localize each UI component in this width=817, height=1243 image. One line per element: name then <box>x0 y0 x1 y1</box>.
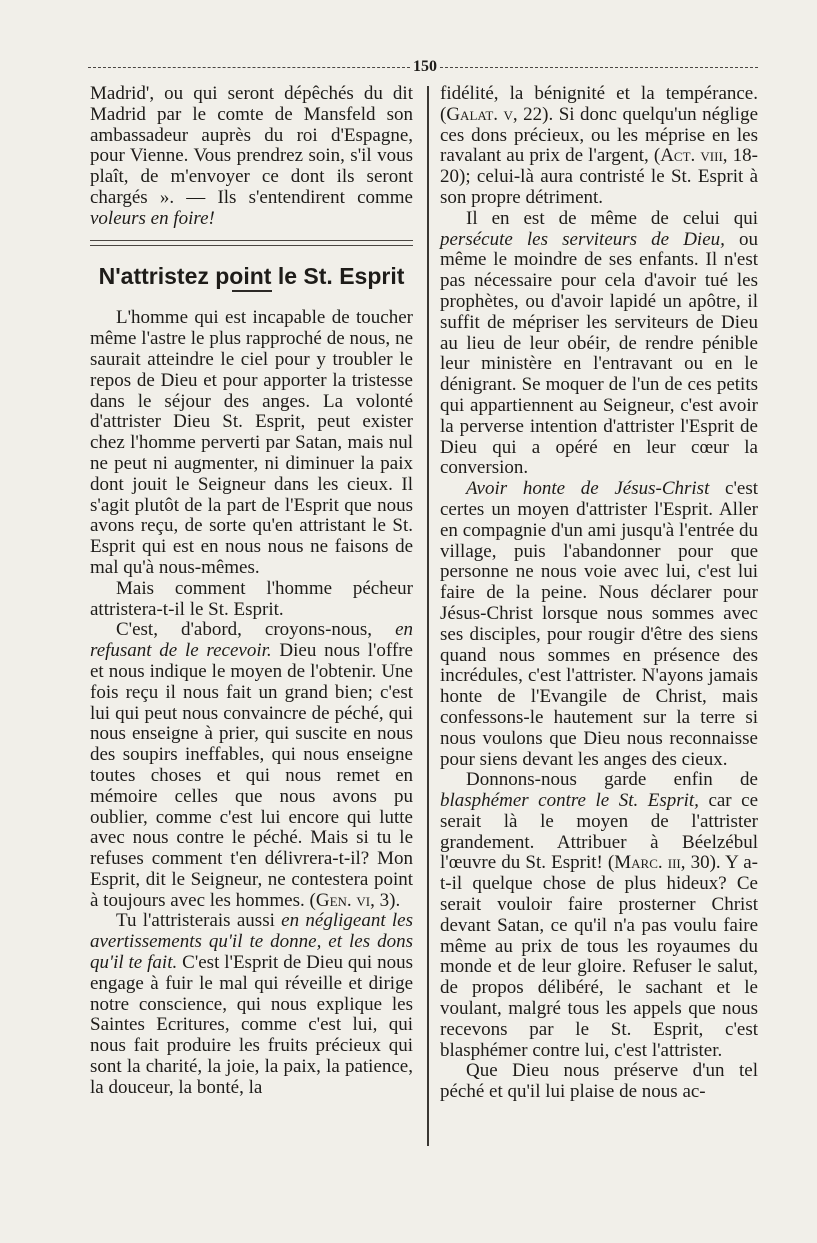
italic-text: blasphémer contre le St. Esprit, <box>440 790 699 812</box>
text-run: Dieu nous l'offre et nous indique le moyen de l'obtenir. Une fois reçu il nous fait un grand bien; c'est lui qui peut nous convaincre de péché, qui nous enseigne à prier, qui suscite en nous des soupirs ineffables, qui nous enseigne toutes choses et qui nous remet en mémoire celles que nous avons pu oublier, comme c'est lui encore qui lutte avec nous contre le péché. Mais si tu le refuses comment t'en délivrera-t-il? Mon Esprit, dit le Seigneur, ne contestera point à toujours avec les hommes. ( <box>90 640 413 911</box>
bible-reference: Gen. vi, 3 <box>315 889 390 911</box>
text-run: ). <box>389 889 401 911</box>
italic-text: persécute les serviteurs de Dieu, <box>440 228 725 250</box>
section-separator <box>90 240 413 246</box>
paragraph <box>440 479 758 770</box>
page-header <box>88 58 758 76</box>
text-run: ); celui-là aura contristé le St. Esprit à son propre détriment. <box>440 166 758 208</box>
header-dashed-rule-right <box>440 67 758 68</box>
text-run: Tu l'attristerais aussi <box>116 910 282 932</box>
title-underline <box>232 290 272 292</box>
text-run: ). Si donc quelqu'un néglige ces dons précieux, ou les méprise en les ravalant au prix de l'argent, ( <box>440 103 759 167</box>
bible-reference: Act. viii, 18-20 <box>440 145 758 188</box>
article-heading <box>90 262 413 293</box>
paragraph <box>440 770 758 1061</box>
paragraph <box>440 209 758 479</box>
header-dashed-rule-left <box>88 67 410 68</box>
text-run: Madrid', ou qui seront dépêchés du dit Madrid par le comte de Mansfeld son ambassadeur auprès du roi d'Espagne, pour Vienne. Vous prendrez soin, s'il vous plaît, de m'envoyer ce dont ils seront chargés ». — Ils s'entendirent comme <box>90 83 413 208</box>
column-divider <box>427 86 429 1146</box>
bible-reference: Marc. iii, 30 <box>614 852 710 874</box>
text-run: Il en est de même de celui qui <box>466 207 758 229</box>
text-run: ). Y a-t-il quelque chose de plus hideux? Ce serait vouloir faire prosterner Christ devant Satan, ce qu'il n'a pas voulu faire même au prix de tous les royaumes du monde et de leur gloire. Refuser le salut, de propos délibéré, le sachant et le voulant, malgré tous les appels que nous recevons par le St. Esprit, c'est blasphémer contre lui, c'est l'attrister. <box>440 852 758 1061</box>
text-run: Donnons-nous garde enfin de <box>466 769 758 791</box>
italic-text: Avoir honte de Jésus-Christ <box>466 478 710 500</box>
paragraph: L'homme qui est incapable de toucher même l'astre le plus rapproché de nous, ne saurait atteindre le ciel pour y troubler le repos de Dieu et pour apporter la tristesse dans le séjour des anges. La volonté d'attrister Dieu St. Esprit, peut exister chez l'homme perverti par Satan, mais nul ne peut ni augmenter, ni diminuer la paix dont jouit le Seigneur dans les cieux. Il s'agit plutôt de la part de l'Esprit que nous avons reçu, de sorte qu'en attristant le St. Esprit qui est en nous nous ne faisons de mal qu'à nous-mêmes. <box>90 307 413 578</box>
text-run: car ce serait là le moyen de l'attrister grandement. Attribuer à Béelzébul l'œuvre du St. Esprit! ( <box>440 790 758 874</box>
text-run: ou même le moindre de ses enfants. Il n'est pas nécessaire pour cela d'avoir tué les prophètes, ou d'avoir lapidé un apôtre, il suffit de mépriser les serviteurs de Dieu au lieu de leur obéir, de rendre pénible leur ministère en l'entravant ou en le dénigrant. Se moquer de l'un de ces petits qui appartiennent au Seigneur, c'est avoir la perverse intention d'attrister l'Esprit de Dieu qui a opéré en leur cœur la conversion. <box>440 228 758 479</box>
page-number: 150 <box>413 58 437 75</box>
right-column <box>440 84 758 1103</box>
paragraph <box>90 911 413 1098</box>
italic-text: voleurs en foire! <box>90 207 215 229</box>
italic-text: en négligeant les avertissements qu'il te donne, et les dons qu'il te fait. <box>90 910 414 974</box>
text-run: C'est l'Esprit de Dieu qui nous engage à fuir le mal qui réveille et dirige notre conscience, qui nous explique les Saintes Ecritures, comme c'est lui, qui nous fait produire les fruits précieux qui sont la charité, la joie, la paix, la patience, la douceur, la bonté, la <box>90 952 413 1098</box>
left-column <box>90 84 413 1099</box>
text-run: c'est certes un moyen d'attrister l'Esprit. Aller en compagnie d'un ami jusqu'à l'entrée du village, puis l'abandonner pour que personne ne nous voie avec lui, c'est lui faire de la peine. Nous déclarer pour Jésus-Christ lorsque nous sommes avec ses disciples, pour rougir d'être des siens quand nous sommes en présence des incrédules, c'est l'attrister. N'ayons jamais honte de l'Evangile de Christ, mais confessons-le hautement sur la terre si nous voulons que Dieu nous reconnaisse pour siens devant les anges des cieux. <box>440 478 759 770</box>
continued-paragraph <box>440 84 758 209</box>
italic-text: en refusant de le recevoir. <box>90 619 413 662</box>
paragraph: Mais comment l'homme pécheur attristera-t-il le St. Esprit. <box>90 577 413 620</box>
text-run: fidélité, la bénignité et la tempérance. ( <box>440 83 758 125</box>
text-run: C'est, d'abord, croyons-nous, <box>116 619 396 641</box>
paragraph <box>90 620 413 911</box>
article-title: N'attristez point le St. Esprit <box>98 262 405 289</box>
continued-paragraph <box>90 84 413 230</box>
bible-reference: Galat. v, 22 <box>446 103 543 125</box>
paragraph: Que Dieu nous préserve d'un tel péché et qu'il lui plaise de nous ac- <box>440 1060 758 1103</box>
